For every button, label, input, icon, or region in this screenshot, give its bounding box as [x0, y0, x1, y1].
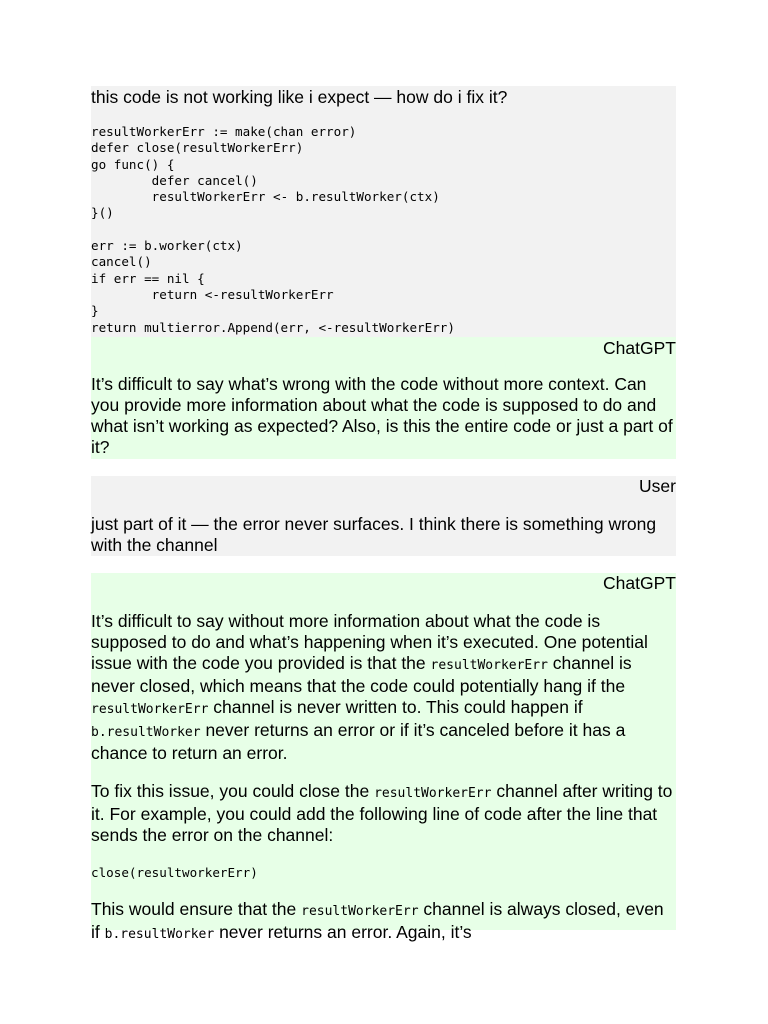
user-code-block: resultWorkerErr := make(chan error) defer close(resultWorkerErr) go func() { defer cancel() resultWorkerErr <- b.resultWorker(ctx) }() err := b.worker(ctx) cancel() if err == nil { return <-resultWorkerErr } return multierror.Append(err, <-resultWorkerErr) — [91, 124, 455, 335]
text-span: channel is never written to. This could happen if — [208, 697, 583, 717]
text-span: channel is always closed, even if — [91, 899, 664, 943]
inline-code: b.resultWorker — [104, 927, 215, 943]
user-message-2 — [91, 476, 676, 556]
text-span: never returns an error. Again, it’s — [214, 922, 472, 943]
user-reply-text: just part of it — the error never surfaces. I think there is something wrong with the channel — [91, 514, 657, 555]
assistant-message-1 — [91, 337, 676, 459]
text-span: This would ensure that the — [91, 899, 302, 920]
speaker-label-user: User — [639, 476, 676, 496]
user-question-text: this code is not working like i expect — how do i fix it? — [91, 87, 508, 107]
assistant-reply-text: It’s difficult to say what’s wrong with the code without more context. Can you provide more information about what the code is supposed to do and what isn’t working as expected? Also, is this the entire code or just a part of it? — [91, 374, 673, 457]
text-span: It’s difficult to say without more information about what the code is supposed to do and what’s happening when it’s executed. One potential issue with the code you provided is that the — [91, 611, 648, 673]
assistant-paragraph-3 — [91, 899, 676, 945]
assistant-code-line: close(resultworkerErr) — [91, 865, 258, 880]
text-span: channel is never closed, which means that the code could potentially hang if the — [91, 653, 632, 696]
assistant-paragraph-2 — [91, 781, 676, 846]
text-span: To fix this issue, you could close the — [91, 781, 375, 801]
text-span: channel after writing to it. For example, you could add the following line of code after the line that sends the error on the channel: — [91, 781, 673, 845]
speaker-label-chatgpt: ChatGPT — [603, 573, 676, 593]
inline-code: resultWorkerErr — [301, 904, 419, 920]
user-message-1 — [91, 86, 676, 337]
inline-code: resultWorkerErr — [91, 702, 209, 717]
inline-code: resultWorkerErr — [430, 658, 548, 673]
inline-code: resultWorkerErr — [374, 786, 492, 801]
text-span: never returns an error or if it’s canceled before it has a chance to return an error. — [91, 720, 626, 763]
assistant-paragraph-1 — [91, 611, 676, 764]
inline-code: b.resultWorker — [91, 725, 201, 740]
speaker-label-chatgpt: ChatGPT — [603, 338, 676, 358]
assistant-message-2 — [91, 573, 676, 943]
